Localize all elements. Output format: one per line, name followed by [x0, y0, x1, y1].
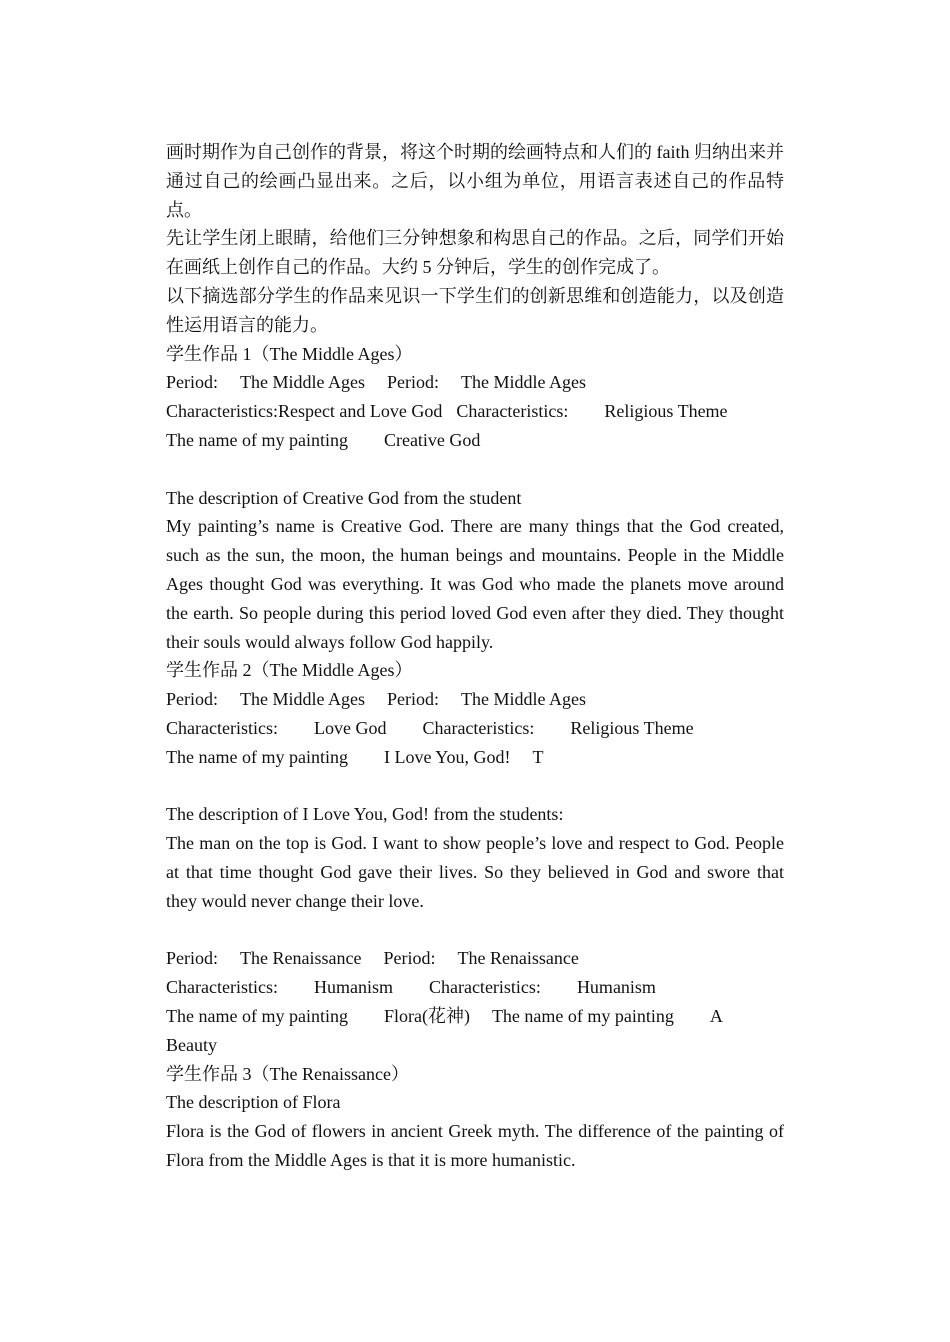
work3-period-label-a: Period:: [166, 948, 218, 969]
work1-period-row: [166, 368, 784, 397]
work2-period-row: [166, 685, 784, 714]
work1-char-value-b: Religious Theme: [604, 401, 728, 422]
work2-name-label: The name of my painting: [166, 746, 348, 767]
intro-paragraph-1: 画时期作为自己创作的背景，将这个时期的绘画特点和人们的 faith 归纳出来并通过自己的绘画凸显出来。之后，以小组为单位，用语言表述自己的作品特点。: [166, 142, 784, 220]
intro-paragraph-2: 先让学生闭上眼睛，给他们三分钟想象和构思自己的作品。之后，同学们开始在画纸上创作自己的作品。大约 5 分钟后，学生的创作完成了。: [166, 228, 784, 278]
work2-heading: 学生作品 2（The Middle Ages）: [166, 660, 413, 681]
work1-heading: 学生作品 1（The Middle Ages）: [166, 343, 413, 364]
work3-description-text: Flora is the God of flowers in ancient Greek myth. The difference of the painting of Flora from the Middle Ages is that it is more humanistic.: [166, 1121, 784, 1170]
work2-characteristics-row: [166, 714, 784, 743]
work1-period-value-b: The Middle Ages: [460, 372, 586, 393]
work1-char-a: Characteristics:Respect and Love God: [166, 401, 443, 422]
work1-description-title: The description of Creative God from the student: [166, 487, 522, 508]
work2-name-extra: T: [532, 746, 544, 767]
work1-char-label-b: Characteristics:: [456, 401, 569, 422]
work3-name-value-b-part1: A: [709, 1005, 723, 1026]
work3-char-value-a: Humanism: [313, 977, 393, 998]
work3-char-label-a: Characteristics:: [166, 977, 278, 998]
work2-period-value-a: The Middle Ages: [240, 689, 365, 710]
work3-heading: 学生作品 3（The Renaissance）: [166, 1063, 409, 1084]
work3-name-label-a: The name of my painting: [166, 1005, 348, 1026]
work3-name-value-a: Flora(花神): [383, 1005, 470, 1026]
work3-period-value-b: The Renaissance: [457, 948, 579, 969]
work3-name-label-b: The name of my painting: [491, 1005, 674, 1026]
spacer: [166, 772, 784, 801]
work3-char-label-b: Characteristics:: [428, 977, 541, 998]
work3-name-row: [166, 1002, 784, 1031]
work2-char-value-b: Religious Theme: [570, 717, 694, 738]
work1-name-label: The name of my painting: [166, 429, 348, 450]
work2-char-label-b: Characteristics:: [422, 717, 535, 738]
document-page: [166, 138, 784, 1175]
work3-char-value-b: Humanism: [576, 977, 656, 998]
work1-period-value-a: The Middle Ages: [240, 372, 365, 393]
work1-characteristics-row: [166, 397, 784, 426]
work3-characteristics-row: [166, 973, 784, 1002]
work1-period-label-a: Period:: [166, 372, 218, 393]
work3-name-value-b-part2: Beauty: [166, 1034, 217, 1055]
work1-description-text: My painting’s name is Creative God. There are many things that the God created, such as the sun, the moon, the human beings and mountains. People in the Middle Ages thought God was everything. It was God who made the planets move around the earth. So people during this period loved God even after they died. They thought their souls would always follow God happily.: [166, 516, 784, 652]
work3-period-label-b: Period:: [383, 948, 436, 969]
work2-description-text: The man on the top is God. I want to show people’s love and respect to God. People at that time thought God gave their lives. So they believed in God and swore that they would never change their love.: [166, 833, 784, 911]
work2-name-value: I Love You, God!: [383, 746, 511, 767]
spacer: [166, 455, 784, 484]
work1-name-row: [166, 426, 784, 455]
work1-period-label-b: Period:: [386, 372, 439, 393]
work2-period-label-b: Period:: [386, 689, 439, 710]
spacer: [166, 916, 784, 945]
work3-period-row: [166, 944, 784, 973]
work3-description-title: The description of Flora: [166, 1092, 341, 1113]
work3-period-value-a: The Renaissance: [240, 948, 362, 969]
work2-period-label-a: Period:: [166, 689, 218, 710]
work2-char-value-a: Love God: [313, 717, 387, 738]
work2-name-row: [166, 743, 784, 772]
work2-period-value-b: The Middle Ages: [460, 689, 586, 710]
work1-name-value: Creative God: [383, 429, 481, 450]
work2-description-title: The description of I Love You, God! from the students:: [166, 804, 564, 825]
work2-char-label-a: Characteristics:: [166, 717, 278, 738]
intro-paragraph-3: 以下摘选部分学生的作品来见识一下学生们的创新思维和创造能力，以及创造性运用语言的能力。: [166, 285, 784, 335]
